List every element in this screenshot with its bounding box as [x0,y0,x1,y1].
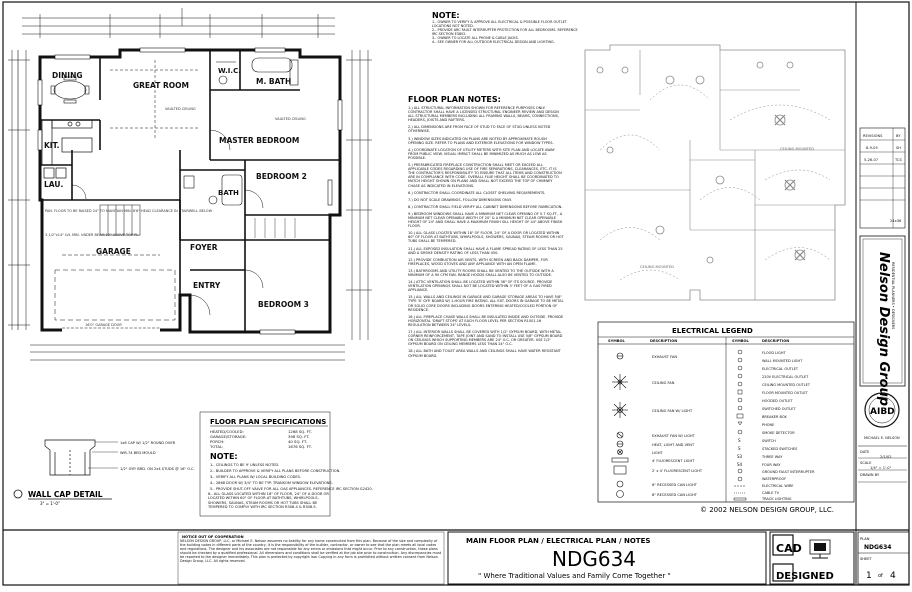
sheet-label: SHEET [860,557,872,561]
legend-left-9: 6" RECESSED CAN LIGHT [652,483,697,487]
cad-top: CAD [776,542,802,555]
plan-note-7: 7.) DO NOT SCALE DRAWINGS. FOLLOW DIMENSIONS ONLY. [408,197,512,202]
legend-right-1: FLOOD LIGHT [762,351,786,355]
legend-right-9: BREAKER BOX [762,415,787,419]
wall-cap-detail [45,440,118,475]
plan-note-15: 15.) ALL WALLS AND CEILINGS IN GARAGE AND GARAGE STORAGE AREAS TO HAVE 5/8" TYPE 'X' GYP. BOARD W/ 1-HOUR FIRE RATING. ALL EXT. DOORS IN GARAGE TO BE METAL OR SOLID CORE DOORS INCLUDING DOORS ENTERING HEATED/COOLED PORTION OF RESIDENCE. [408,295,564,312]
plan-note-8: 8.) CONTRACTOR SHALL FIELD VERIFY ALL CABINET DIMENSIONS BEFORE FABRICATION. [408,204,563,209]
legend-right-17: WATERPROOF [762,477,787,481]
top-note-3: 3.- OWNER TO LOCATE ALL PHONE & CABLE JACKS. [432,36,519,41]
revision-date-2: 5-26-07 [864,158,879,162]
spec-value-1: 1268 SQ. FT. [288,429,312,434]
top-notes-list [432,20,582,45]
ceiling-mounted-2: CEILING MOUNTED [780,147,814,151]
legend-left-8: 2' x 4' FLUORESCENT LIGHT [652,469,703,473]
legend-right-6: FLOOR MOUNTED OUTLET [762,391,808,395]
plan-notes-title: FLOOR PLAN NOTES: [408,95,501,104]
top-note-1: 1.- OWNER TO VERIFY & APPROVE ALL ELECTRICAL & POSSIBLE FLOOR OUTLET LOCATIONS NOT NOTED. [432,20,567,29]
legend-symbols-right [734,350,746,500]
room-garage: GARAGE [96,247,131,256]
legend-left-10: 8" RECESSED CAN LIGHT [652,493,697,497]
plan-note-3: 3.) WINDOW SIZES INDICATED ON PLANS ARE NOTED BY APPROXIMATE ROUGH OPENING SIZE. REFER TO PLANS AND EXTERIOR ELEVATIONS FOR WINDOW TYPES. [408,136,554,145]
plan-note-17: 17.) ALL INTERIOR WALLS SHALL BE COVERED WITH 1/2" GYPSUM BOARD, WITH METAL CORNER REINFORCEMENT, TAPE JOINT AND SAND TO INSTALL USE 5/8" GYPSUM BOARD ON CEILINGS WHICH SUPPORTING MEMBERS ARE 24" O.C. OR GREATER. USE 1/2" GYPSUM BOARD ON CEILING MEMBERS LESS THAN 24" O.C. [408,330,563,347]
vaulted-note-1: VAULTED CEILING [165,107,196,111]
plan-box-label: PLAN [860,537,870,541]
garage-door-note: 16'0" GARAGE DOOR [85,323,122,327]
room-lau: LAU. [44,180,64,189]
plan-note-11: 11.) ALL EXPOSED INSULATION SHALL HAVE A FLAME SPREAD RATING OF LESS THAN 25 AND A SMOKE DENSITY RATING OF LESS THAN 450. [408,246,563,255]
plan-note-2: 2.) ALL DIMENSIONS ARE FROM FACE OF STUD TO FACE OF STUD UNLESS NOTED OTHERWISE. [408,125,551,134]
plan-notes-list [408,106,564,358]
specs-note-heading: NOTE: [210,452,238,461]
legend-right-14: THREE WAY [762,455,783,459]
plan-note-14: 14.) ATTIC VENTILATION SHALL BE LOCATED WITHIN 36" OF ITS SOURCE. PROVIDE VENTILATION OPENINGS SHALL NOT BE LOCATED WITHIN 3' FEET OF A GAS FIRED APPLIANCE. [408,280,553,293]
plan-number: NDG634 [552,547,637,571]
legend-left-1: EXHAUST FAN [652,355,678,359]
svg-text:S: S [738,446,741,451]
revision-date-1: 8-9-05 [866,146,878,150]
plan-note-18: 18.) ALL BATH AND TOILET AREA WALLS AND CEILINGS SHALL HAVE WATER RESISTANT GYPSUM BOARD. [408,349,561,358]
legend-left-7: 4' FLUORESCENT LIGHT [652,459,695,463]
scale-value: 1/4" = 1'-0" [870,466,892,470]
plan-note-4: 4.) COORDINATE LOCATION OF UTILITY METERS WITH SITE PLAN AND LOCATE AWAY FROM PUBLIC VIEW. VISUAL IMPACT SHALL BE MINIMIZED AS MUCH AS LOW AS POSSIBLE. [408,147,555,160]
drawn-label: DRAWN BY [860,473,880,477]
spec-value-2: 398 SQ. FT. [288,434,310,439]
copyright-text: © 2002 NELSON DESIGN GROUP, LLC. [700,506,834,514]
revisions-by-header: BY [896,134,901,138]
sheet-number: 1 [866,571,872,581]
scale-label: SCALE [860,461,872,465]
legend-right-16: GROUND FAULT INTERRUPTER [762,470,815,474]
wall-cap-scale: 3" = 1'-0" [40,501,60,506]
room-bedroom-3: BEDROOM 3 [258,300,309,309]
spec-label-1: HEATED/COOLED: [210,429,244,434]
svg-text:S3: S3 [737,454,743,459]
plan-type: MAIN FLOOR PLAN / ELECTRICAL PLAN / NOTES [466,537,651,545]
room-m-bath: M. BATH [256,77,292,86]
top-note-4: 4.- SEE OWNER FOR ALL OUTDOOR ELECTRICAL DESIGN AND LIGHTING. [432,40,555,45]
legend-left-5: HEAT, LIGHT AND VENT [652,443,695,447]
room-foyer: FOYER [190,243,218,252]
aibd-letters: AIBD [870,407,895,417]
spec-note-4: 4.- 2868 DOOR W/ 3/4" TO BE TYP. TRANSOM WINDOW ELEVATIONS. [210,481,333,485]
room-wic: W.I.C. [218,67,241,75]
legend-left-3: CEILING FAN W/ LIGHT [652,409,693,413]
wall-cap-note-2: WM-74 BED MOULD [120,451,156,455]
ceiling-mounted-1: CEILING MOUNTED [640,265,674,269]
legend-right-19: CABLE TV [762,491,780,495]
spec-label-4: TOTAL: [210,444,224,449]
wall-cap-title: WALL CAP DETAIL [28,490,103,499]
plan-note-16: 16.) ALL FIREPLACE CHASE WALLS SHALL BE INSULATED INSIDE AND OUTSIDE. PROVIDE HORIZONTAL 'DRAFT STOPS' AT EACH FLOOR LEVEL PER SECTION R1001.16 REGULATION BETWEEN 24" LEVELS. [408,314,564,327]
legend-title: ELECTRICAL LEGEND [672,327,753,335]
spec-note-6: 6.- ALL GLASS LOCATED WITHIN 18" OF FLOOR, 24" OF A DOOR OR LOCATED WITHIN 60" OF FLOOR AT BATHTUBS, WHIRLPOOLS, SHOWERS, SAUNAS, STEAM ROOMS OR HOT TUBS SHALL BE TEMPERED TO COMPLY WITH IRC SECTION R308.4 & R308.5. [208,492,329,510]
legend-right-15: FOUR WAY [762,463,781,467]
legend-right-list [761,351,815,501]
spec-value-4: 1676 SQ. FT. [288,444,312,449]
room-great-room: GREAT ROOM [133,81,189,90]
plan-note-9: 9.) BEDROOM WINDOWS SHALL HAVE A MINIMUM NET CLEAR OPENING OF 5.7 SQ.FT., A MINIMUM NET CLEAR OPENABLE WIDTH OF 20" & A MINIMUM NET CLEAR OPENABLE HEIGHT OF 24" AND SHALL HAVE A MAXIMUM FINISH SILL HEIGHT OF 44" ABOVE FINISH FLOOR. [408,211,563,229]
room-entry: ENTRY [193,281,221,290]
legend-right-10: PHONE [762,423,775,427]
plan-box-value: NDG634 [864,544,892,551]
legend-right-12: SWITCH [762,439,776,443]
specs-notes [210,463,373,491]
plan-note-5: 5.) PREFABRICATED FIREPLACE CONSTRUCTION SHALL MEET OR EXCEED ALL APPLICABLE CODES REGARDING USE OF FIRE SEPARATIONS, CLEARANCES, ETC. IT IS THE CONTRACTOR'S RESPONSIBILITY TO ENSURE THAT ALL ITEMS AND CONSTRUCTION ARE IN COMPLIANCE WITH CODE. OVERALL FLUE HEIGHT SHALL BE COORDINATED TO MATCH HEIGHT SHOWN ON PLANS AND SHALL NOT EXCEED THE TOP OF CHIMNEY CHASE AS INDICATED IN ELEVATIONS. [408,163,562,188]
plan-note-6: 6.) CONTRACTOR SHALL COORDINATE ALL CLOSET SHELVING REQUIREMENTS. [408,190,546,195]
legend-right-8: SWITCHED OUTLET [762,407,796,411]
spec-note-5: 5.- PROVIDE SHUT-OFF VALVE FOR ALL GAS APPLIANCES. REFERENCE IRC SECTION G2420. [210,487,373,491]
wall-cap-note-3: 1/2" GYP. BRD. ON 2x4 STUDS @ 16" O.C. [120,467,195,471]
sheet-size: 24x36 [890,219,902,223]
revisions-box [860,128,905,228]
date-label: DATE [860,450,870,454]
vaulted-note-2: VAULTED CEILING [275,117,306,121]
room-bedroom-2: BEDROOM 2 [256,172,307,181]
electrical-plan [585,45,845,300]
legend-right-4: 220V ELECTRICAL OUTLET [762,375,809,379]
room-bath: BATH [218,189,239,197]
specs-title: FLOOR PLAN SPECIFICATIONS [210,418,327,426]
legend-right-20: TRACK LIGHTING [762,497,792,501]
room-dining: DINING [52,71,83,80]
legend-right-11: SMOKE DETECTOR [762,431,795,435]
designer-name: MICHAEL E. NELSON [864,436,900,440]
revision-by-1: SH [896,146,901,150]
company-name: Nelson Design Group [876,252,891,407]
garage-beam-note: 3-1/2"x14" LVL MIN. UNDER BEAM 12" ABOVE TOP PL. [45,233,140,237]
sheet-of: of [878,573,883,579]
plan-note-1: 1.) ALL STRUCTURAL INFORMATION SHOWN FOR REFERENCE PURPOSES ONLY. CONTRACTOR SHALL HAVE A LICENSED STRUCTURAL ENGINEER REVIEW AND DESIGN ALL STRUCTURAL MEMBERS INCLUDING ALL FRAMING WALLS, BEAMS, CONNECTIONS, HEADERS, JOISTS AND RAFTERS. [408,106,559,123]
legend-right-3: ELECTRICAL OUTLET [762,367,799,371]
top-note-2: 2.- PROVIDE ARC FAULT INTERRUPTER PROTECTION FOR ALL BEDROOMS. REFERENCE IRC SECTION E3802. [432,28,578,37]
legend-col-desc-right: DESCRIPTION [762,339,790,343]
svg-text:S: S [738,438,741,443]
legend-right-18: ELECTRICAL WIRE [762,484,794,488]
garage-note: PAN. FLOOR TO BE RAISED 24" TO MAINTAIN MIN. 6'8" HEAD CLEARANCE IN STAIRWELL BELOW [45,209,213,213]
legend-left-4: EXHAUST FAN W/ LIGHT [652,434,695,438]
top-note-heading: NOTE: [432,11,460,20]
plan-note-10: 10.) ALL GLASS LOCATED WITHIN 18" OF FLOOR, 24" OF A DOOR OR LOCATED WITHIN 60" OF FLOOR AT BATHTUBS, WHIRLPOOLS, SHOWERS, SAUNAS, STEAM ROOMS OR HOT TUBS SHALL BE TEMPERED. [408,231,564,244]
legend-col-symbol-right: SYMBOL [732,339,749,343]
legend-col-symbol-left: SYMBOL [608,339,625,343]
legal-note-body: NELSON DESIGN GROUP, LLC. or Michael E. Nelson assumes no liability for any home constructed from this plan. Because of the size and complexity of the building codes in different parts of the country, it is the responsibility of the builder, contractor, or owner to see that the plan meets all local codes and regulations. The designer and his associates are not responsible for any errors or omissions that might occur. Prior to any construction, these plans should be checked by a qualified professional. All dimensions and conditions shall be verified at the job site prior to construction. Any discrepancies must be reported to the designer immediately. This plan is protected by copyright law. Copying in any form is prohibited without written consent from Nelson Design Group, LLC. All rights reserved. [180,539,442,563]
legend-right-5: CEILING MOUNTED OUTLET [762,383,810,387]
room-labels [44,67,309,309]
tagline: " Where Traditional Values and Family Come Together " [478,572,671,580]
company-subtitle: RESIDENTIAL PLANNERS • DESIGNERS [891,262,895,330]
spec-label-3: PORCH: [210,439,225,444]
legend-right-7: HOODED OUTLET [762,399,793,403]
wall-cap-note-1: 1x6 CAP W/ 1/2" ROUND OVER [120,441,176,445]
room-master-bedroom: MASTER BEDROOM [219,136,300,145]
spec-note-1: 1.- CEILINGS TO BE 9' UNLESS NOTED. [210,463,280,467]
spec-note-3: 3.- VERIFY ALL PLANS W/ LOCAL BUILDING CODES. [210,475,302,479]
legend-left-list [652,355,703,497]
legend-right-13: STACKED SWITCHES [762,447,798,451]
spec-note-2: 2.- BUILDER TO APPROVE & VERIFY ALL PLANS BEFORE CONSTRUCTION. [210,469,341,473]
plan-note-12: 12.) PROVIDE COMBUSTION AIR VENTS, WITH SCREEN AND BACK DAMPER, FOR FIREPLACES, WOOD STOVES AND ANY APPLIANCE WITH AN OPEN FLAME. [408,257,548,266]
legend-left-2: CEILING FAN [652,381,675,385]
date-value: 2/1/02 [880,455,892,459]
revision-by-2: TCS [895,158,902,162]
legal-note-heading: NOTICE OUT OF COOPERATION [182,535,244,539]
svg-text:S4: S4 [737,462,743,467]
spec-value-3: 40 SQ. FT. [288,439,308,444]
specs-rows [209,429,312,449]
legend-symbols-left [612,353,628,498]
legend-left-6: LIGHT [652,451,663,455]
revisions-header: REVISIONS [863,134,883,138]
room-kit: KIT. [44,141,60,150]
sheet-total: 4 [890,571,896,581]
spec-label-2: GARAGE/STORAGE: [210,434,247,439]
plan-note-13: 13.) BATHROOMS AND UTILITY ROOMS SHALL BE VENTED TO THE OUTSIDE WITH A MINIMUM OF A 90 CFM FAN. RANGE HOODS SHALL ALSO BE VENTED TO OUTSIDE. [408,268,554,277]
legend-col-desc-left: DESCRIPTION [650,339,678,343]
cad-bottom: DESIGNED [776,571,834,582]
legend-right-2: WALL MOUNTED LIGHT [762,359,803,363]
